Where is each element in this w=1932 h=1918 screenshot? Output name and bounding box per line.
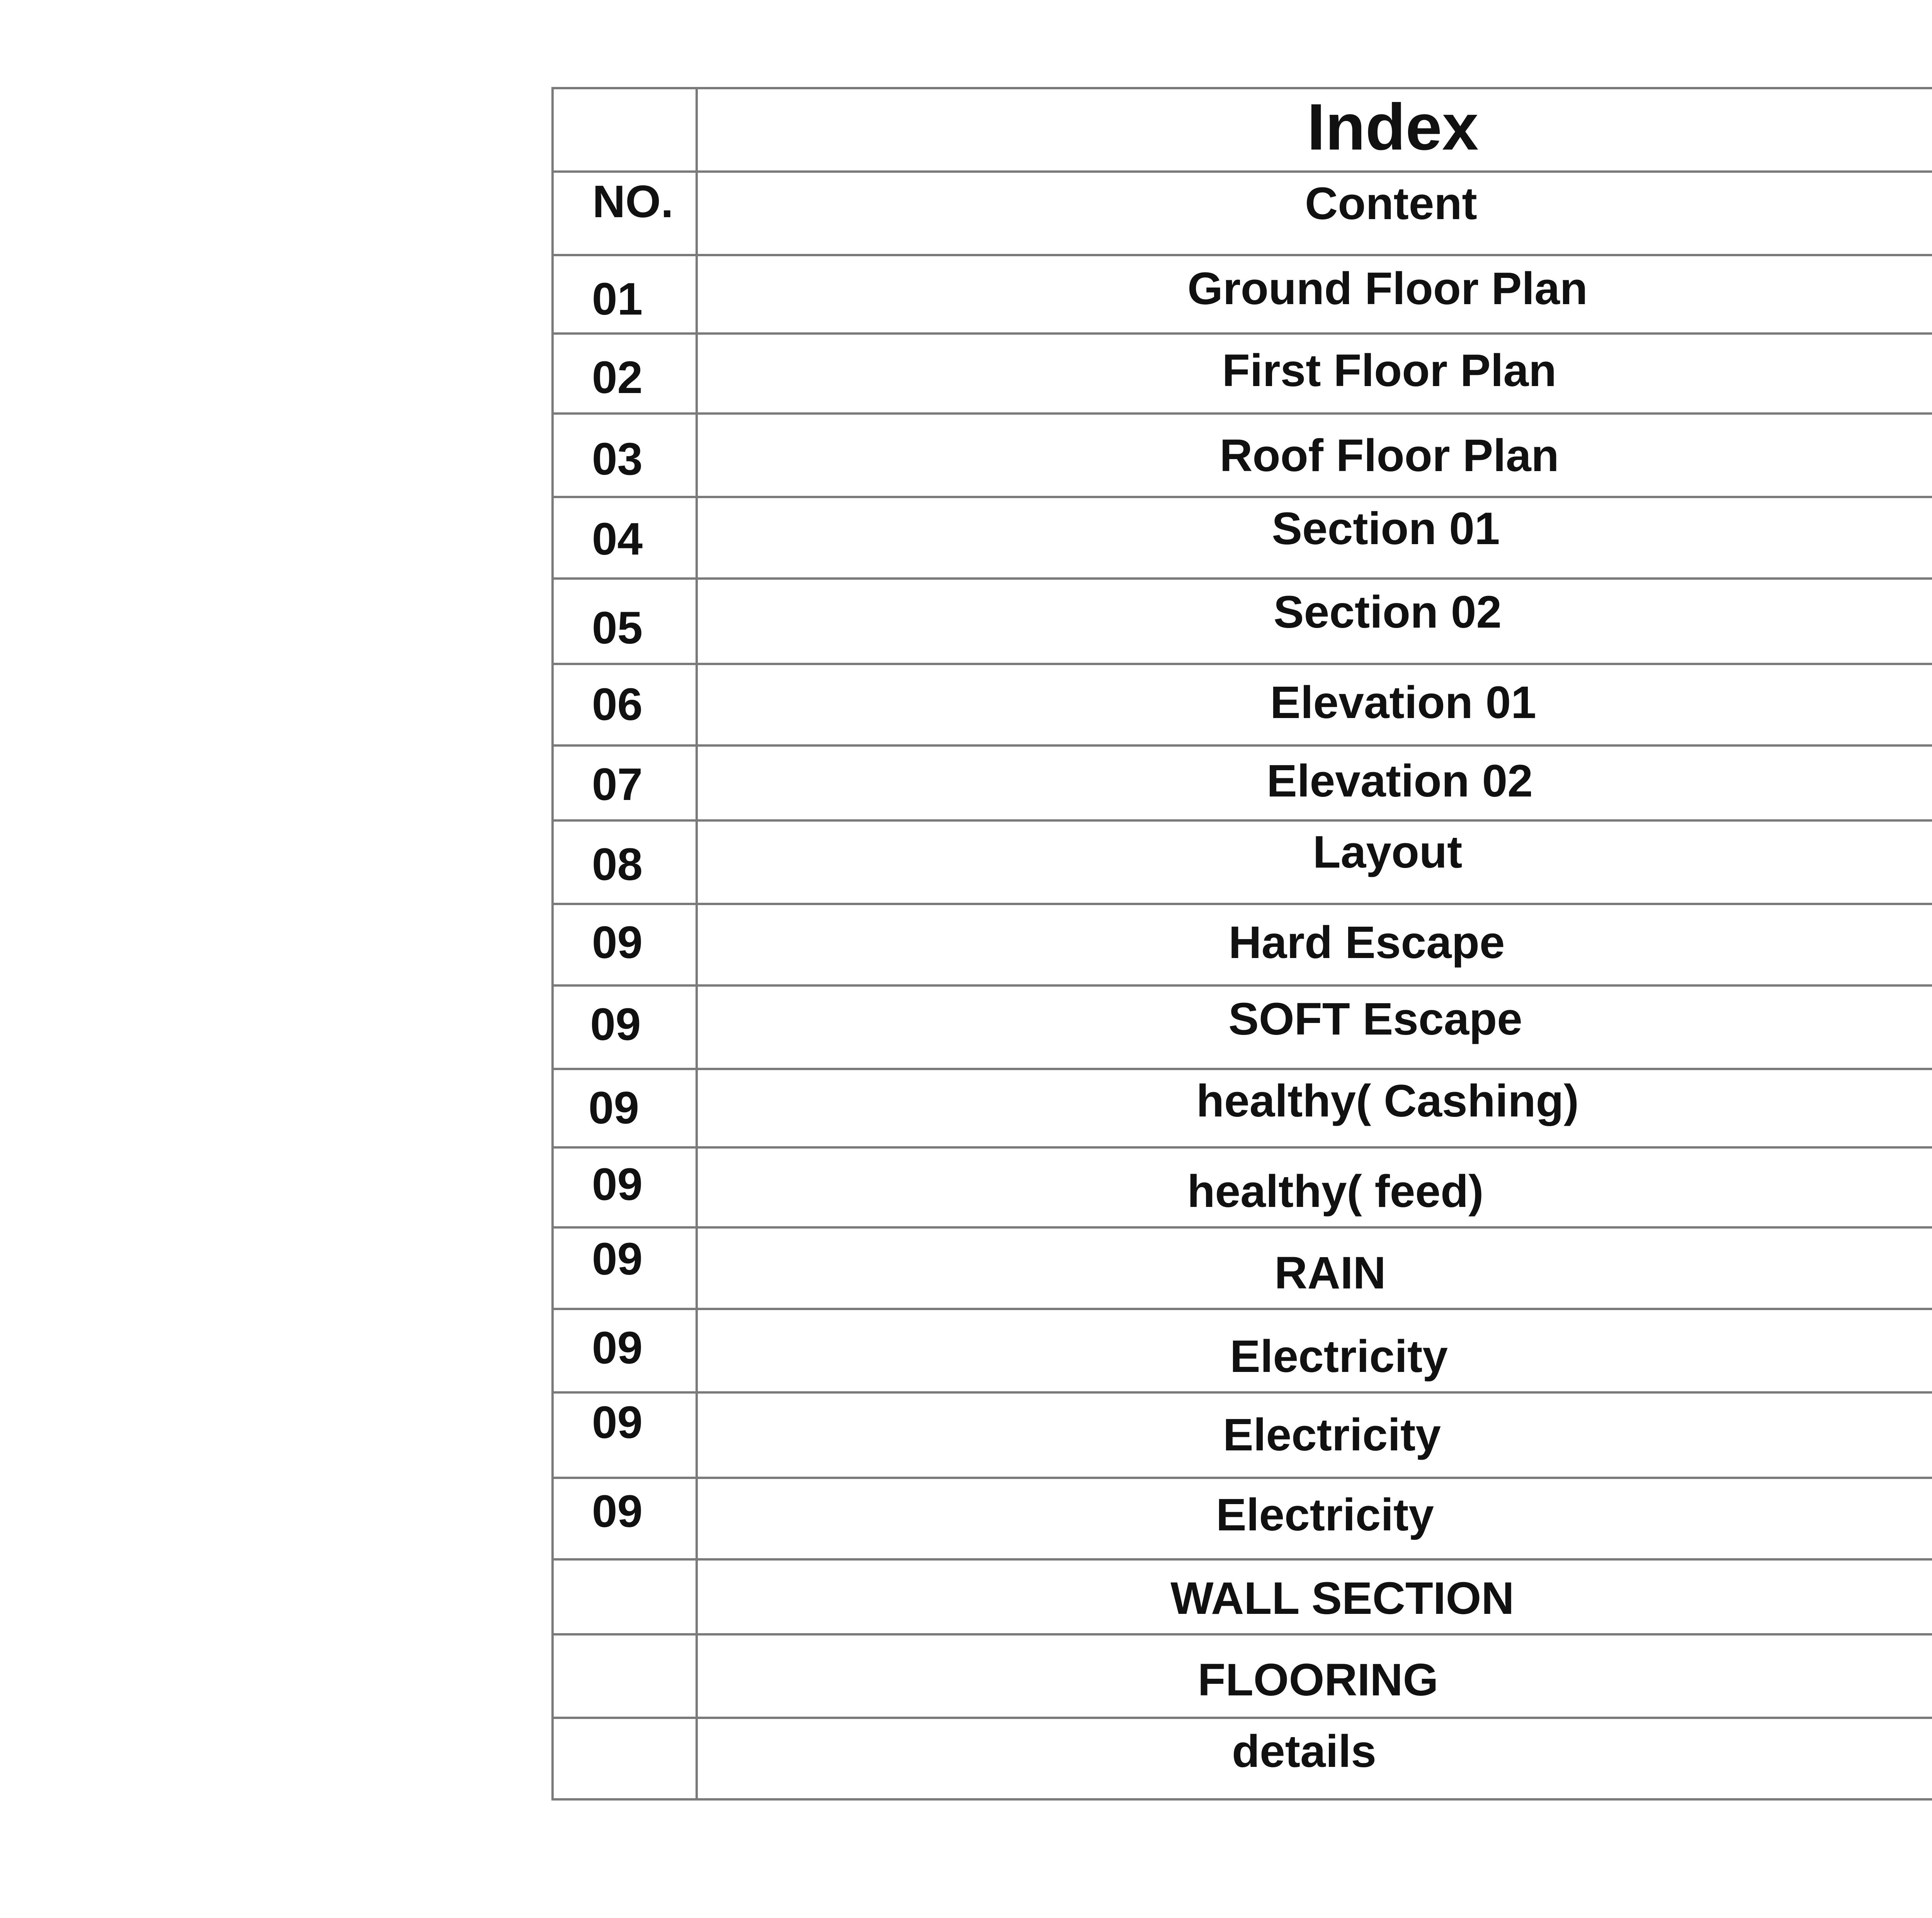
table-row-divider (551, 496, 1932, 498)
table-row-divider (551, 663, 1932, 665)
row-content: Section 01 (1272, 503, 1500, 554)
table-row-divider (551, 1068, 1932, 1070)
row-number: 02 (592, 352, 643, 403)
row-content: Layout (1313, 827, 1463, 878)
row-number: 09 (592, 1159, 643, 1210)
row-content: Electricity (1230, 1331, 1448, 1382)
row-content: Electricity (1216, 1489, 1434, 1540)
row-content: RAIN (1274, 1247, 1386, 1299)
table-row-divider (551, 412, 1932, 415)
table-row-divider (551, 1226, 1932, 1229)
index-title: Index (1307, 90, 1479, 164)
row-number: 09 (592, 1486, 643, 1537)
row-content: SOFT Escape (1228, 994, 1522, 1045)
row-number: 09 (590, 999, 641, 1050)
row-number: 01 (592, 274, 643, 325)
row-number: 08 (592, 839, 643, 890)
row-content: Elevation 02 (1267, 755, 1533, 807)
row-number: 03 (592, 434, 643, 485)
row-content: Elevation 01 (1270, 677, 1536, 728)
table-row-divider (551, 332, 1932, 335)
row-number: 04 (592, 514, 643, 565)
table-row-divider (551, 1146, 1932, 1149)
table-row-divider (551, 1558, 1932, 1561)
row-number: 06 (592, 679, 643, 730)
column-header-no: NO. (592, 176, 673, 227)
table-row-divider (551, 87, 1932, 89)
table-row-divider (551, 1308, 1932, 1310)
table-row-divider (551, 819, 1932, 822)
row-content: healthy( feed) (1187, 1166, 1484, 1217)
row-number: 09 (592, 1397, 643, 1448)
table-row-divider (551, 984, 1932, 987)
row-number: 09 (592, 917, 643, 968)
row-content: FLOORING (1197, 1654, 1439, 1705)
row-number: 09 (592, 1234, 643, 1285)
row-content: details (1232, 1726, 1376, 1777)
row-content: Ground Floor Plan (1187, 263, 1588, 314)
row-content: WALL SECTION (1170, 1573, 1514, 1624)
table-column-divider (696, 87, 698, 1798)
column-header-content: Content (1305, 178, 1477, 229)
table-row-divider (551, 903, 1932, 905)
table-row-divider (551, 1391, 1932, 1394)
row-number: 05 (592, 602, 643, 654)
table-row-divider (551, 1798, 1932, 1801)
table-row-divider (551, 577, 1932, 580)
row-number: 09 (592, 1322, 643, 1373)
table-row-divider (551, 1717, 1932, 1719)
row-number: 09 (588, 1082, 639, 1133)
row-content: First Floor Plan (1222, 345, 1557, 396)
table-row-divider (551, 1633, 1932, 1635)
row-content: Hard Escape (1228, 917, 1505, 968)
table-border-left (551, 87, 554, 1798)
table-row-divider (551, 254, 1932, 256)
table-row-divider (551, 744, 1932, 747)
row-content: Section 02 (1273, 587, 1502, 638)
table-row-divider (551, 170, 1932, 173)
row-number: 07 (592, 759, 643, 810)
row-content: healthy( Cashing) (1196, 1075, 1579, 1127)
row-content: Electricity (1223, 1409, 1441, 1460)
row-content: Roof Floor Plan (1219, 430, 1559, 481)
table-row-divider (551, 1477, 1932, 1479)
